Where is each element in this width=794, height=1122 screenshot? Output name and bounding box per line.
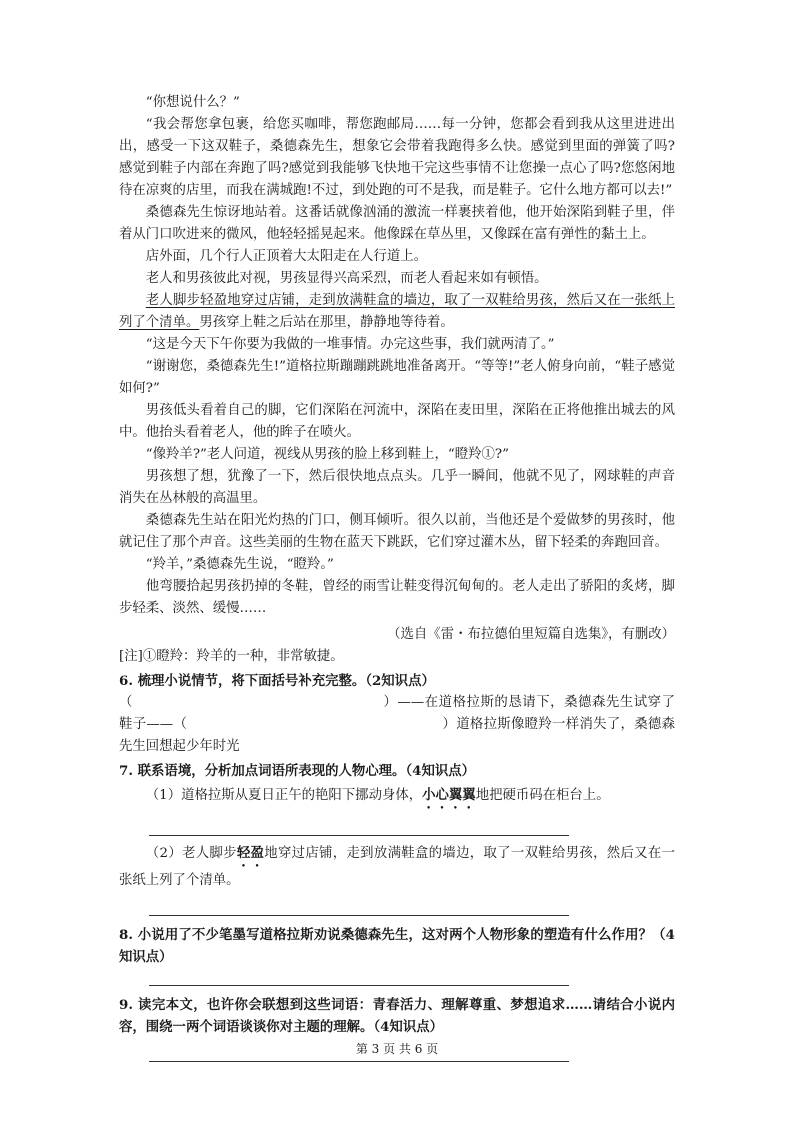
paragraph: “像羚羊?”老人问道，视线从男孩的脸上移到鞋上，“瞪羚①?” [145, 447, 509, 462]
paragraph: 他弯腰拾起男孩扔掉的冬鞋，曾经的雨雪让鞋变得沉甸甸的。老人走出了骄阳的炙烤，脚步轻柔、淡然、缓慢…… [119, 579, 675, 616]
question-9-title: 9. 读完本文，也许你会联想到这些词语：青春活力、理解尊重、梦想追求……请结合小说内容，围绕一两个词语谈谈你对主题的理解。（4知识点） [119, 997, 675, 1035]
dotted-word: 小心翼翼 [422, 787, 476, 803]
source-citation: （选自《雷・布拉德伯里短篇自选集》，有删改） [387, 627, 675, 642]
paragraph: 老人和男孩彼此对视，男孩显得兴高采烈，而老人看起来如有顿悟。 [145, 271, 548, 286]
q6-part1: （ [119, 695, 133, 710]
question-8-title: 8. 小说用了不少笔墨写道格拉斯劝说桑德森先生，这对两个人物形象的塑造有什么作用？（4知识点） [119, 927, 675, 965]
answer-line[interactable] [119, 892, 675, 922]
paragraph: “你想说什么？” [145, 95, 240, 110]
footnote: [注]①瞪羚：羚羊的一种，非常敏捷。 [119, 649, 344, 664]
paragraph-underlined [119, 290, 675, 334]
paragraph: 男孩想了想，犹豫了一下，然后很快地点点头。几乎一瞬间，他就不见了，网球鞋的声音消失在丛林般的高温里。 [119, 469, 675, 506]
answer-line[interactable] [119, 812, 675, 842]
question-6-body [119, 692, 675, 758]
q6-part2: ）——在道格拉斯的恳请下，桑德森先生试穿了鞋子——（ [119, 695, 676, 732]
underlined-sentence: 老人脚步轻盈地穿过店铺，走到放满鞋盒的墙边，取了一双鞋给男孩，然后又在一张纸上列了个清单。 [119, 293, 675, 330]
question-7-title: 7. 联系语境，分析加点词语所表现的人物心理。（4知识点） [119, 763, 476, 779]
paragraph: 男孩低头看着自己的脚，它们深陷在河流中，深陷在麦田里，深陷在正将他推出城去的风中。他抬头看着老人，他的眸子在喷火。 [119, 403, 675, 440]
paragraph: 店外面，几个行人正顶着大太阳走在人行道上。 [145, 249, 427, 264]
paragraph: “我会帮您拿包裹，给您买咖啡，帮您跑邮局……每一分钟，您都会看到我从这里进进出出，感受一下这双鞋子，桑德森先生，想象它会带着我跑得多么快。感觉到里面的弹簧了吗?感觉到鞋子内部在奔跑了吗?感觉到我能够飞快地干完这些事情不让您操一点心了吗?您悠闲地待在凉爽的店里，而我在满城跑!不过，到处跑的可不是我，而是鞋子。它什么地方都可以去!” [119, 117, 675, 198]
paragraph: “羚羊，”桑德森先生说，“瞪羚。” [145, 557, 334, 572]
answer-line[interactable] [119, 968, 675, 992]
paragraph: 桑德森先生站在阳光灼热的门口，侧耳倾听。很久以前，当他还是个爱做梦的男孩时，他就记住了那个声音。这些美丽的生物在蓝天下跳跃，它们穿过灌木丛，留下轻柔的奔跑回音。 [119, 513, 675, 550]
q6-part3: ）道格拉斯像瞪羚一样消失了，桑德森先生回想起少年时光 [119, 717, 676, 754]
paragraph: “谢谢您，桑德森先生!”道格拉斯蹦蹦跳跳地准备离开。“等等!”老人俯身向前，“鞋子感觉如何?” [119, 359, 675, 396]
page-footer: 第 3 页 共 6 页 [355, 1042, 439, 1056]
paragraph: 桑德森先生惊讶地站着。这番话就像汹涌的激流一样裹挟着他，他开始深陷到鞋子里，伴着从门口吹进来的微风，他轻轻摇晃起来。他像踩在草丛里，又像踩在富有弹性的黏土上。 [119, 205, 675, 242]
dotted-word: 轻盈 [236, 845, 265, 861]
question-6-title: 6. 梳理小说情节，将下面括号补充完整。（2知识点） [119, 673, 435, 689]
paragraph-tail: 男孩穿上鞋之后站在那里，静静地等待着。 [199, 315, 454, 330]
question-7-sentence-1: （1）道格拉斯从夏日正午的艳阳下挪动身体，小心翼翼地把硬币码在柜台上。 [145, 787, 610, 803]
article-body [119, 92, 675, 1068]
question-7-sentence-2: （2）老人脚步轻盈地穿过店铺，走到放满鞋盒的墙边，取了一双鞋给男孩，然后又在一张纸上列了个清单。 [119, 845, 675, 888]
paragraph: “这是今天下午你要为我做的一堆事情。办完这些事，我们就两清了。” [145, 337, 555, 352]
